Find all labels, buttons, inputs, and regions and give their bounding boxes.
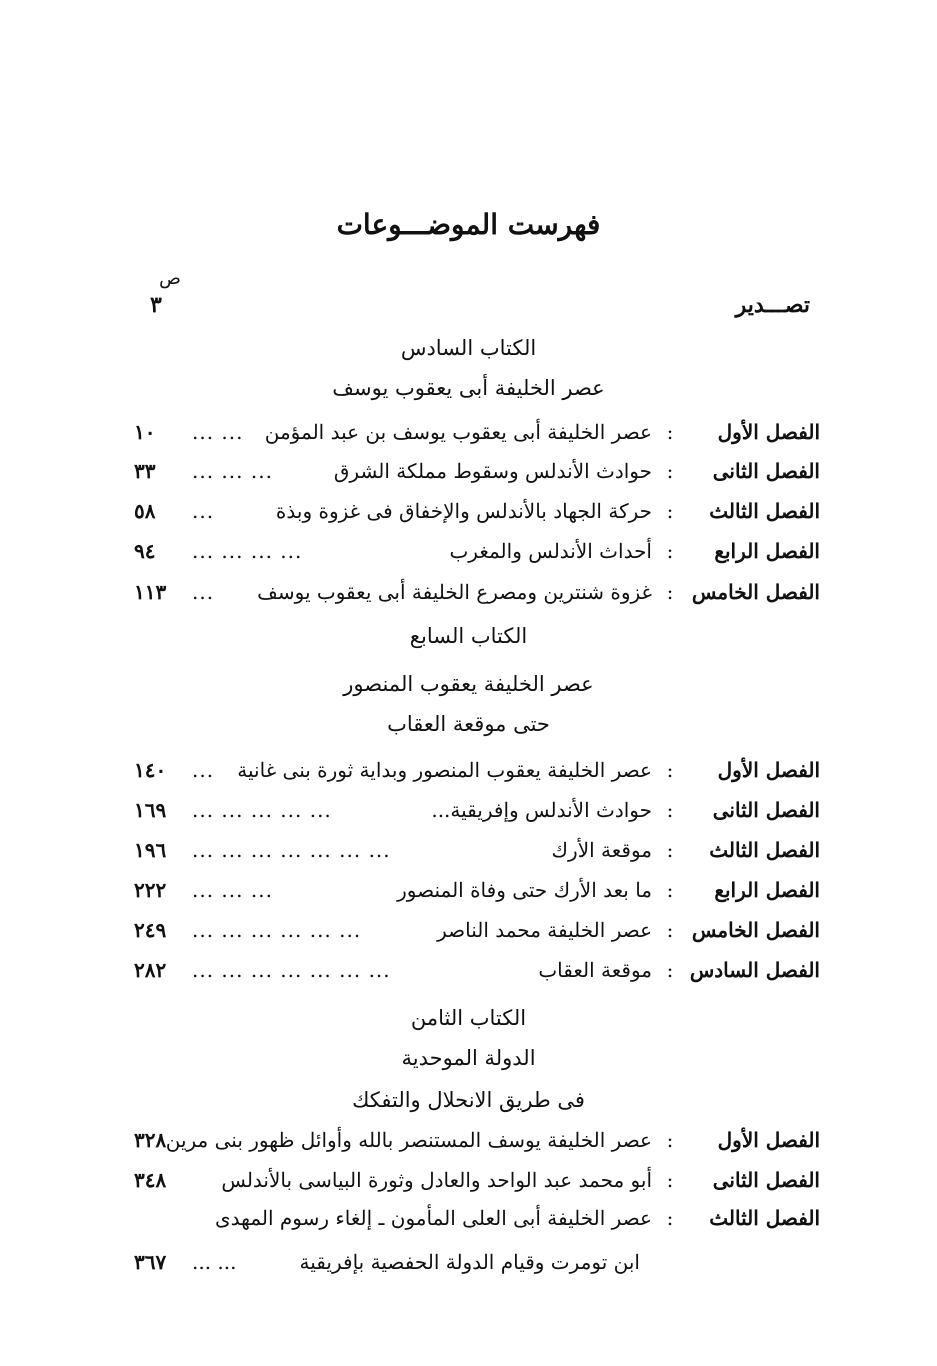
chapter-topic: عصر الخليفة أبى يعقوب يوسف بن عبد المؤمن <box>264 420 652 444</box>
leader-dots: ... ... ... ... ... ... ... <box>192 838 391 862</box>
toc-entry <box>130 459 820 493</box>
chapter-label: الفصل الثالث <box>709 838 820 862</box>
chapter-topic: حوادث الأندلس وسقوط مملكة الشرق <box>333 459 652 483</box>
leader-dots: ... ... ... ... <box>192 539 303 563</box>
chapter-label: الفصل الأول <box>717 1128 820 1152</box>
page-column-heading: ص <box>159 268 181 289</box>
separator: : <box>666 1168 674 1192</box>
chapter-label: الفصل الثالث <box>709 499 820 523</box>
toc-entry <box>130 878 820 912</box>
toc-entry-continuation <box>130 1250 820 1284</box>
page-number: ٢٤٩ <box>134 918 167 942</box>
separator: : <box>666 958 674 982</box>
book-heading: الكتاب السادس <box>400 336 537 360</box>
separator: : <box>666 420 674 444</box>
toc-entry <box>130 838 820 872</box>
page-number: ١٦٩ <box>134 798 167 822</box>
page-number: ١٤٠ <box>134 758 167 782</box>
page-title: فهرست الموضـــوعات <box>336 208 601 241</box>
toc-entry <box>130 958 820 992</box>
toc-entry <box>130 798 820 832</box>
toc-entry <box>130 420 820 454</box>
book-heading: الكتاب السابع <box>409 624 528 648</box>
toc-entry <box>130 918 820 952</box>
separator: : <box>666 918 674 942</box>
leader-dots: ... ... <box>192 1250 237 1274</box>
chapter-label: الفصل الأول <box>717 758 820 782</box>
chapter-topic: حركة الجهاد بالأندلس والإخفاق فى غزوة وبذة <box>275 499 652 523</box>
page-number: ١٠ <box>134 420 156 444</box>
toc-entry <box>130 580 820 614</box>
leader-dots: ... ... ... <box>192 459 273 483</box>
chapter-topic: عصر الخليفة أبى العلى المأمون ـ إلغاء رسوم المهدى <box>214 1206 652 1230</box>
page-number: ١٩٦ <box>134 838 167 862</box>
separator: : <box>666 798 674 822</box>
leader-dots: ... <box>192 758 215 782</box>
page-number: ٢٨٢ <box>134 958 167 982</box>
book-subheading: عصر الخليفة يعقوب المنصور <box>343 672 594 696</box>
book-heading: الكتاب الثامن <box>410 1006 527 1030</box>
chapter-topic: ما بعد الأرك حتى وفاة المنصور <box>397 878 652 902</box>
separator: : <box>666 878 674 902</box>
chapter-topic: أحداث الأندلس والمغرب <box>449 539 652 563</box>
leader-dots: ... ... ... <box>192 878 273 902</box>
separator: : <box>666 758 674 782</box>
separator: : <box>666 539 674 563</box>
toc-entry <box>130 758 820 792</box>
preface-page: ٣ <box>150 292 162 318</box>
book-subheading: الدولة الموحدية <box>401 1046 536 1070</box>
page-number: ٣٣ <box>134 459 156 483</box>
separator: : <box>666 459 674 483</box>
chapter-topic: عصر الخليفة محمد الناصر <box>437 918 652 942</box>
toc-entry <box>130 1128 820 1162</box>
page-number: ٢٢٢ <box>134 878 167 902</box>
page-number: ٣٦٧ <box>134 1250 167 1274</box>
chapter-topic: عصر الخليفة يعقوب المنصور وبداية ثورة بنى غانية <box>237 758 652 782</box>
chapter-topic: أبو محمد عبد الواحد والعادل وثورة البياسى بالأندلس <box>221 1168 652 1192</box>
chapter-label: الفصل الرابع <box>714 539 820 563</box>
book-subheading: فى طريق الانحلال والتفكك <box>352 1088 585 1112</box>
chapter-label: الفصل الخامس <box>691 580 820 604</box>
leader-dots: ... <box>192 580 215 604</box>
separator: : <box>666 838 674 862</box>
chapter-label: الفصل السادس <box>689 958 820 982</box>
separator: : <box>666 1128 674 1152</box>
page-number: ٩٤ <box>134 539 156 563</box>
chapter-topic: موقعة العقاب <box>538 958 652 982</box>
chapter-topic: غزوة شنترين ومصرع الخليفة أبى يعقوب يوسف <box>257 580 652 604</box>
chapter-label: الفصل الثالث <box>709 1206 820 1230</box>
page-number: ٣٤٨ <box>134 1168 167 1192</box>
toc-entry <box>130 1206 820 1240</box>
leader-dots: ... ... <box>192 420 244 444</box>
book-subheading: عصر الخليفة أبى يعقوب يوسف <box>332 376 605 400</box>
separator: : <box>666 580 674 604</box>
chapter-label: الفصل الأول <box>717 420 820 444</box>
preface-label: تصـــدير <box>735 292 810 318</box>
book-subheading: حتى موقعة العقاب <box>387 712 550 736</box>
page-number: ٥٨ <box>134 499 156 523</box>
leader-dots: ... ... ... ... ... ... <box>192 918 362 942</box>
toc-entry <box>130 539 820 573</box>
toc-entry <box>130 499 820 533</box>
page-number: ١١٣ <box>134 580 167 604</box>
page-number: ٣٢٨ <box>134 1128 167 1152</box>
chapter-topic: عصر الخليفة يوسف المستنصر بالله وأوائل ظهور بنى مرين <box>165 1128 652 1152</box>
chapter-label: الفصل الثانى <box>712 798 820 822</box>
preface-row <box>130 292 820 326</box>
chapter-topic: حوادث الأندلس وإفريقية... <box>431 798 652 822</box>
chapter-label: الفصل الثانى <box>712 1168 820 1192</box>
chapter-label: الفصل الثانى <box>712 459 820 483</box>
toc-entry <box>130 1168 820 1202</box>
chapter-topic: ابن تومرت وقيام الدولة الحفصية بإفريقية <box>299 1250 640 1274</box>
chapter-topic: موقعة الأرك <box>551 838 652 862</box>
leader-dots: ... ... ... ... ... <box>192 798 332 822</box>
leader-dots: ... ... ... ... ... ... ... <box>192 958 391 982</box>
chapter-label: الفصل الخامس <box>691 918 820 942</box>
separator: : <box>666 499 674 523</box>
leader-dots: ... <box>192 499 215 523</box>
separator: : <box>666 1206 674 1230</box>
chapter-label: الفصل الرابع <box>714 878 820 902</box>
